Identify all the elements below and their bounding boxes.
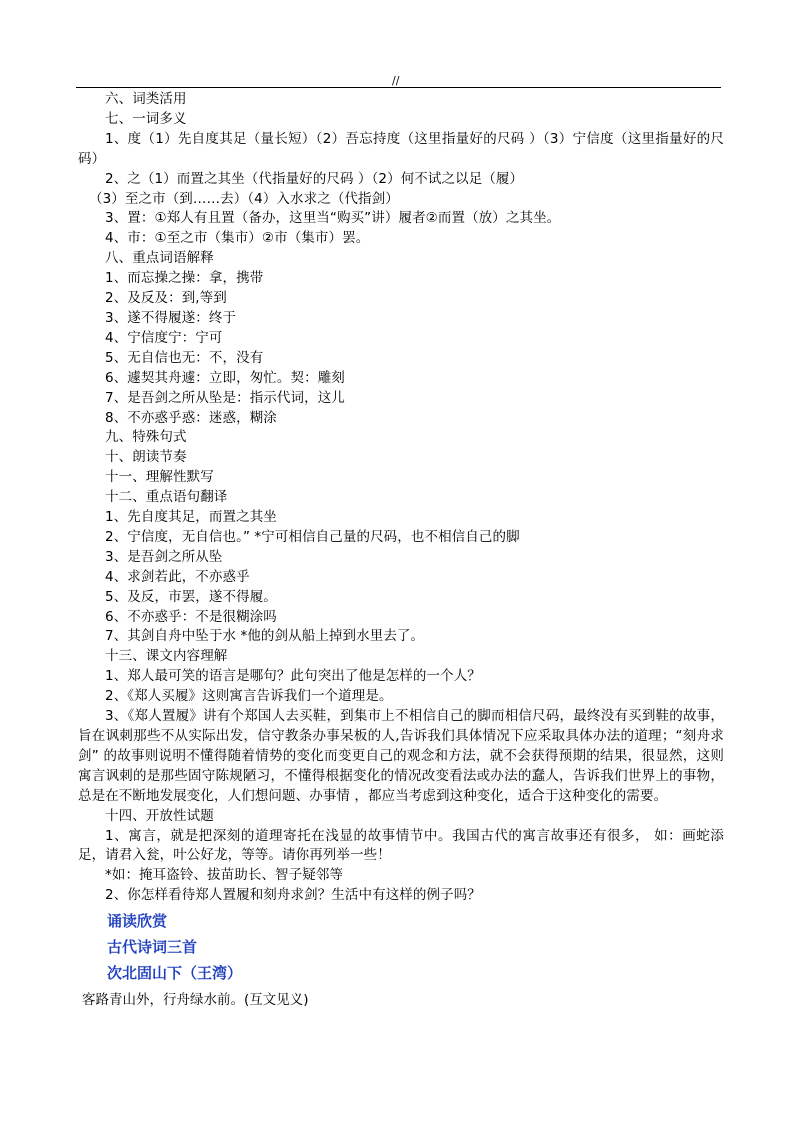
poem-line: 客路青山外，行舟绿水前。(互文见义) (82, 992, 309, 1009)
reading-section-heading: 诵读欣赏 (107, 912, 168, 931)
list-item: 8、不亦惑乎惑：迷惑，糊涂 (105, 409, 277, 426)
list-item: 3、是吾剑之所从坠 (105, 548, 223, 565)
list-item: 6、不亦惑乎：不是很糊涂吗 (105, 608, 277, 625)
poem-title: 次北固山下（王湾） (107, 964, 243, 983)
list-item: 2、及反及：到,等到 (105, 290, 227, 307)
list-item: 3、遂不得履遂：终于 (105, 309, 237, 326)
section-heading: 六、词类活用 (105, 91, 187, 107)
list-item: 7、是吾剑之所从坠是：指示代词，这儿 (105, 389, 345, 406)
document-body (78, 90, 724, 1010)
list-item: 2、你怎样看待郑人置履和刻舟求剑？生活中有这样的例子吗？ (105, 887, 481, 904)
section-heading: 十三、课文内容理解 (105, 648, 228, 665)
list-item: 5、及反，市罢，遂不得履。 (105, 588, 277, 605)
list-item: 2、《郑人买履》这则寓言告诉我们一个道理是。 (105, 688, 393, 705)
text-line: 4、市：①至之市（集市）②市（集市）罢。 (105, 230, 370, 247)
list-item: *如：掩耳盗铃、拔苗助长、智子疑邻等 (105, 867, 344, 884)
section-heading: 十、朗读节奏 (105, 449, 187, 466)
text-line: 3、置：①郑人有且置（备办，这里当“购买”讲）履者②而置（放）之其坐。 (105, 210, 561, 227)
section-heading: 十一、理解性默写 (105, 469, 214, 486)
poetry-subheading: 古代诗词三首 (107, 938, 198, 957)
text-paragraph: 1、度（1）先自度其足（量长短）（2）吾忘持度（这里指量好的尺码 ）（3）宁信度（这里指量好的尺码） (78, 130, 724, 167)
header-rule (76, 87, 721, 88)
section-heading: 九、特殊句式 (105, 429, 187, 446)
text-paragraph: 1、寓言，就是把深刻的道理寄托在浅显的故事情节中。我国古代的寓言故事还有很多， 如：画蛇添足，请君入瓮，叶公好龙，等等。请你再列举一些！ (78, 827, 724, 864)
text-paragraph: 3、《郑人置履》讲有个郑国人去买鞋，到集市上不相信自己的脚而相信尺码，最终没有买到鞋的故事，旨在讽刺那些不从实际出发，信守教条办事呆板的人,告诉我们具体情况下应采取具体办法的道理；“刻舟求剑” 的故事则说明不懂得随着情势的变化而变更自己的观念和方法，就不会获得预期的结果，很显然，这则寓言讽刺的是那些固守陈规陋习，不懂得根据变化的情况改变看法或办法的蠢人，告诉我们世界上的事物，总是在不断地发展变化，人们想问题、办事情 ，都应当考虑到这种变化，适合于这种变化的需要。 (78, 708, 724, 804)
section-heading: 八、重点词语解释 (105, 250, 214, 267)
section-heading: 七、一词多义 (105, 110, 187, 127)
list-item: 1、先自度其足，而置之其坐 (105, 509, 277, 526)
list-item: 1、郑人最可笑的语言是哪句？此句突出了他是怎样的一个人？ (105, 668, 481, 685)
text-line: 2、之（1）而置之其坐（代指量好的尺码 ）（2）何不试之以足（履） (105, 170, 524, 187)
section-heading: 十四、开放性试题 (105, 807, 214, 824)
header-mark: // (392, 74, 400, 87)
text-line: （3）至之市（到……去）（4）入水求之（代指剑） (89, 190, 399, 207)
list-item: 5、无自信也无：不，没有 (105, 349, 264, 366)
list-item: 6、遽契其舟遽：立即，匆忙。契：雕刻 (105, 369, 345, 386)
list-item: 4、宁信度宁：宁可 (105, 329, 223, 346)
list-item: 7、其剑自舟中坠于水 *他的剑从船上掉到水里去了。 (105, 628, 425, 645)
list-item: 4、求剑若此，不亦惑乎 (105, 568, 250, 585)
list-item: 1、而忘操之操：拿，携带 (105, 270, 264, 287)
section-heading: 十二、重点语句翻译 (105, 489, 228, 506)
list-item: 2、宁信度，无自信也。” *宁可相信自己量的尺码，也不相信自己的脚 (105, 528, 520, 545)
